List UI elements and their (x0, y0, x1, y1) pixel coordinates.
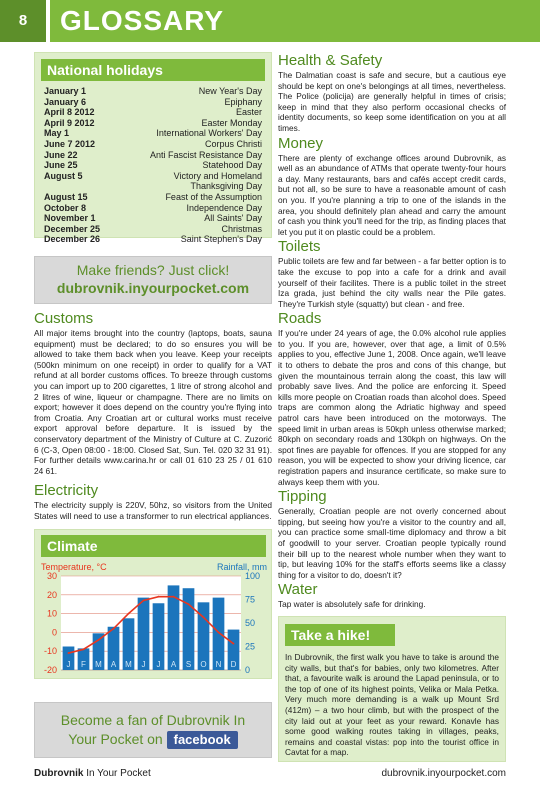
page-number: 8 (0, 0, 46, 42)
month-label: F (81, 659, 86, 669)
climate-chart (35, 560, 273, 680)
money-heading: Money (278, 134, 324, 152)
footer-brand: Dubrovnik (34, 768, 84, 779)
holiday-date: June 7 2012 (44, 138, 96, 149)
left-column (34, 52, 272, 758)
holiday-name: All Saints' Day (204, 213, 262, 224)
holiday-row (41, 213, 265, 224)
temperature-point (188, 603, 190, 605)
water-heading: Water (278, 581, 318, 599)
rain-tick-label: 25 (245, 641, 256, 651)
temperature-point (173, 595, 175, 597)
climate-box (34, 529, 272, 679)
holiday-row (41, 128, 265, 139)
temperature-point (68, 652, 70, 654)
holiday-date: November 1 (44, 213, 96, 224)
holiday-name: Easter (235, 107, 262, 118)
holiday-name: New Year's Day (198, 86, 262, 96)
hike-text: In Dubrovnik, the first walk you have to take is around the city walls, but that's for babies, only two kilometres. After that, a favourite walk is around the Lapad peninsula, or to the top of one of its highest points, Velika or Mala Petka. Very much more demanding is a walk up Mount Srd (412m) – a two hour climb, but with the prospect of the city laid out at your feet as your reward. Konavle has some good walking routes taking in villages, peaks, remains and coastal vistas: pop into the tourist office in Cavtat for a map. (285, 651, 499, 758)
holiday-name: Anti Fascist Resistance Day (149, 149, 262, 160)
make-friends-box (34, 256, 272, 304)
holiday-date: April 9 2012 (44, 117, 95, 128)
holiday-row (41, 118, 265, 129)
rain-tick-label: 100 (245, 570, 261, 581)
page-header (0, 0, 540, 42)
holiday-name: Saint Stephen's Day (180, 234, 262, 245)
rain-tick-label: 75 (245, 594, 256, 604)
holiday-date: December 26 (44, 234, 101, 245)
temperature-point (128, 612, 130, 614)
hike-title: Take a hike! (285, 624, 395, 646)
month-label: A (170, 659, 177, 669)
holiday-row (41, 139, 265, 150)
holiday-date (41, 181, 118, 192)
customs-text: All major items brought into the country (laptops, boats, sauna equipment) must be declared; to do so ensures you will be allowed to take them back when you leave. Keep your receipts (500kn minimum on one receipt) in order to qualify for a VAT refund at all border customs offices. To breeze through customs you can import up to 200 cigarettes, 1 litre of strong alcohol and 2 litres of wine, liqueur or champagne. There are no limits on export; however it does depend on the country you're flying into from Croatia. Any Croatian art or cultural works must receive export approval before departure. It is issued by the conservatory department of the Ministry of Culture at C. Zuzorić 6 (C-3, Open 08:00 - 18:00. Closed Sat, Sun. Tel. 020 32 31 91). For further details www.carina.hr or call 01 610 23 25 / 01 610 24 61. (34, 328, 272, 476)
month-label: S (185, 659, 192, 669)
electricity-text: The electricity supply is 220V, 50hz, so visitors from the United States will need to use a transformer to run electrical appliances. (34, 500, 272, 521)
national-holidays-title: National holidays (41, 59, 265, 81)
month-label: O (200, 659, 207, 669)
temperature-point (218, 631, 220, 633)
holiday-row (41, 181, 265, 192)
facebook-line-2 (35, 730, 271, 749)
holiday-date: December 25 (44, 223, 101, 234)
make-friends-title: Make friends? Just click! (76, 262, 230, 278)
facebook-line-2-text: Your Pocket on (68, 730, 163, 747)
page-footer (34, 768, 506, 780)
holiday-date: August 5 (44, 170, 83, 181)
holiday-date: October 8 (44, 202, 87, 213)
website-link[interactable]: dubrovnik.inyourpocket.com (56, 280, 250, 296)
temp-tick-label: 30 (46, 570, 57, 581)
tipping-text: Generally, Croatian people are not overly concerned about tipping, but seeing how you're a visitor to the country and all, you can practice some small-time diplomacy and throw a bit of goodwill to your server. Croatian people typically round their bill up to the nearest whole number when they want to tip, but leaving 10% for the staff's efforts seems like a classy thing for a visitor to do, doesn't it? (278, 506, 506, 580)
temp-tick-label: -20 (43, 664, 57, 675)
month-label: M (125, 659, 132, 669)
holiday-date: April 8 2012 (44, 107, 95, 118)
temperature-axis-label: Temperature, °C (41, 561, 107, 572)
holiday-row (41, 107, 265, 118)
facebook-logo[interactable]: facebook (167, 731, 238, 749)
temp-tick-label: 0 (51, 626, 57, 637)
temperature-point (98, 639, 100, 641)
facebook-line-1: Become a fan of Dubrovnik In (60, 711, 246, 728)
national-holidays-box (34, 52, 272, 245)
month-label: M (95, 659, 102, 669)
toilets-heading: Toilets (278, 238, 321, 256)
holiday-date: August 15 (44, 191, 88, 202)
hike-box (278, 616, 506, 762)
header-divider (46, 0, 50, 42)
roads-heading: Roads (278, 310, 322, 328)
holiday-name: Christmas (221, 223, 262, 234)
month-label: A (110, 659, 117, 669)
holiday-date: May 1 (44, 128, 70, 139)
temperature-point (233, 642, 235, 644)
holiday-name: Corpus Christi (204, 138, 262, 149)
health-heading: Health & Safety (278, 52, 383, 69)
holidays-table (41, 86, 265, 245)
holiday-row (41, 86, 265, 97)
month-label: J (66, 659, 71, 669)
temperature-point (83, 648, 85, 650)
temperature-point (203, 616, 205, 618)
month-label: J (156, 659, 161, 669)
toilets-text: Public toilets are few and far between - a far better option is to take the excuse to pop into a cafe for a drink and avail yourself of their facilites. There is a public toilet in the street Iza grada, just behind the city walls near the Pile gates. They're Turkish style (squatty) but clean - and free. (278, 256, 506, 309)
holiday-date: January 6 (44, 96, 87, 107)
holiday-name: Independence Day (186, 202, 262, 213)
temperature-point (143, 599, 145, 601)
electricity-heading: Electricity (34, 482, 99, 500)
holiday-name: Easter Monday (201, 117, 262, 128)
holiday-name: Thanksgiving Day (190, 181, 262, 192)
tipping-heading: Tipping (278, 488, 327, 506)
holiday-row (41, 192, 265, 203)
rainfall-axis-label: Rainfall, mm (216, 561, 267, 572)
health-text: The Dalmatian coast is safe and secure, but a cautious eye should be kept on one's belongings at all times, nevertheless. The Police (policija) are generally helpful in times of crisis; keep in mind that they also perform occasional checks of identity documents, so keep some identification on you at all times. (278, 70, 506, 133)
right-column (278, 52, 506, 762)
holiday-date: January 1 (44, 86, 87, 96)
holiday-date: June 22 (44, 149, 78, 160)
rainfall-bar (183, 588, 195, 670)
temp-tick-label: 10 (46, 608, 57, 619)
facebook-box (34, 702, 272, 758)
month-label: J (141, 659, 146, 669)
temperature-point (158, 595, 160, 597)
holiday-row (41, 97, 265, 108)
page-title: GLOSSARY (60, 5, 225, 36)
holiday-row (41, 203, 265, 214)
holiday-name: Epiphany (224, 96, 262, 107)
footer-brand-rest: In Your Pocket (86, 768, 151, 779)
holiday-row (41, 160, 265, 171)
holiday-name: Statehood Day (202, 160, 262, 171)
money-text: There are plenty of exchange offices around Dubrovnik, as well as an abundance of ATMs that operate twenty-four hours a day. Many restaurants, bars and cafés accept credit cards, but not all, so be sure to have a reasonable amount of cash on you. If you're planning a trip to one of the islands in the area, you should definitely plan ahead and carry the amount of cash you think you'll need for the trip, as finding places that let you put it on plastic could be a problem. (278, 152, 506, 237)
rain-tick-label: 0 (245, 664, 251, 675)
rain-tick-label: 50 (245, 617, 256, 628)
roads-text: If you're under 24 years of age, the 0.0% alcohol rule applies to you. If you are, however, over that age, a limit of 0.5% applies to you, effective June 1, 2008. Once again, we'll leave it to others to debate the pros and cons of this change, but given the mountainous terrain along the coast, this law will probably save lives. And the police are enforcing it. Speed kills more people on Croatian roads than alcohol does. Speed traps are common along the Adriatic highway and speed patrol cars have been introduced on the motorways. The speed limit in urban areas is 50kph unless otherwise marked; 80kph on secondary roads and 130kph on highways. On the spot fines are payable for offences. If you are stopped for any reason, you will be expected to show your driving licence, car registration papers and insurance certificate, so make sure to always keep them with you. (278, 328, 506, 487)
water-text: Tap water is absolutely safe for drinking. (278, 599, 426, 610)
holiday-name: Feast of the Assumption (165, 191, 262, 202)
month-label: D (230, 659, 237, 669)
customs-heading: Customs (34, 310, 94, 327)
temp-tick-label: 20 (46, 589, 57, 600)
temp-tick-label: -10 (43, 645, 57, 656)
temperature-point (113, 627, 115, 629)
month-label: N (215, 659, 222, 669)
footer-url[interactable]: dubrovnik.inyourpocket.com (381, 768, 506, 779)
holiday-name: Victory and Homeland (173, 170, 262, 181)
holiday-date: June 25 (44, 160, 78, 171)
holiday-name: International Workers' Day (156, 128, 262, 139)
holiday-row (41, 171, 265, 182)
climate-title: Climate (41, 535, 266, 557)
holiday-row (41, 150, 265, 161)
holiday-row (41, 224, 265, 235)
holiday-row (41, 234, 265, 245)
